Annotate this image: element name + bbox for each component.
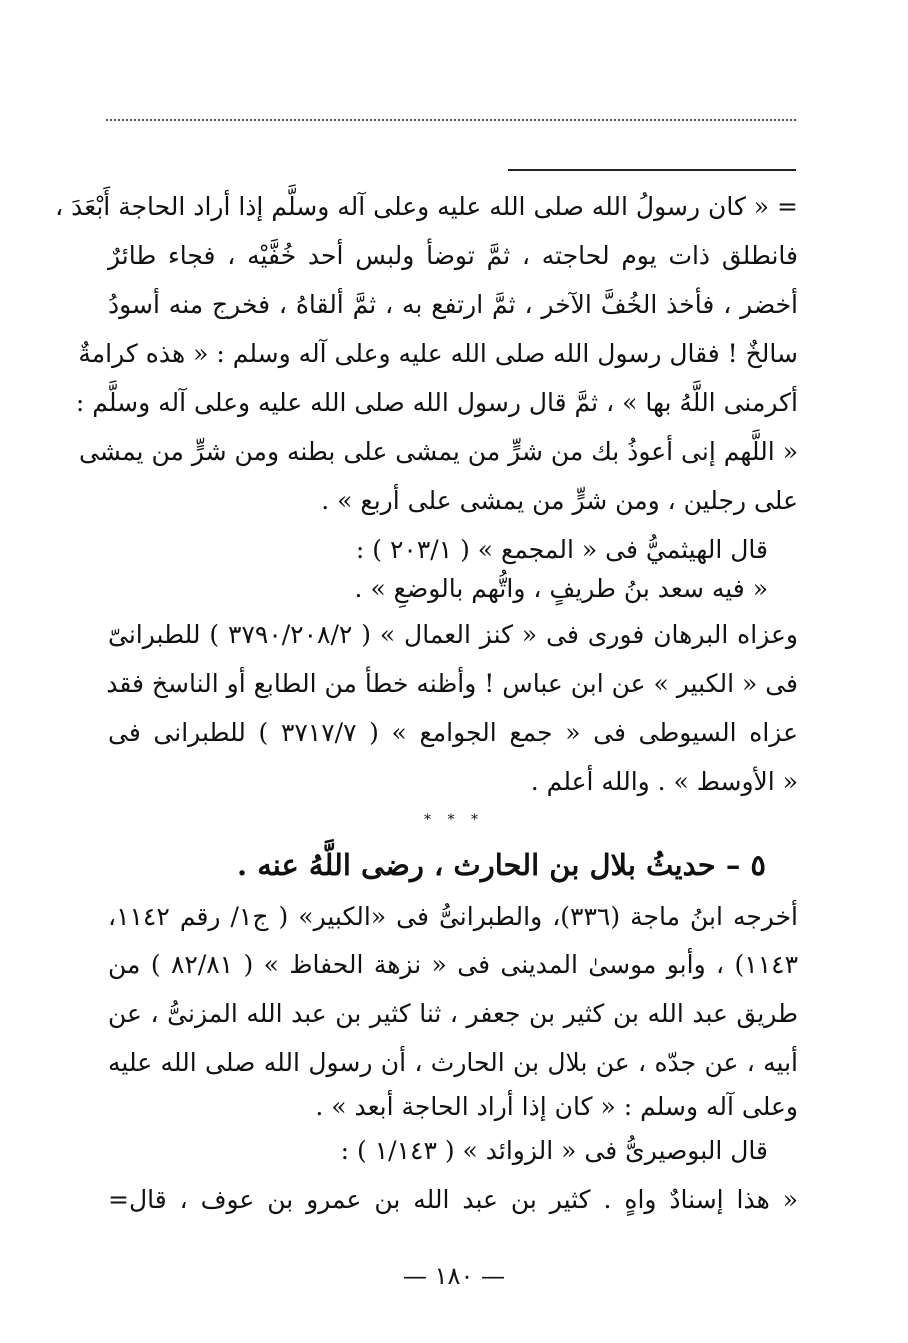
footnote-line: « فيه سعد بنُ طريفٍ ، واتُّهم بالوضعِ » . xyxy=(354,574,768,603)
footnote-line: فى « الكبير » عن ابن عباس ! وأظنه خطأ من الطابع أو الناسخ فقد xyxy=(106,669,798,698)
footnote-line: « اللَّهم إنى أعوذُ بك من شرٍّ من يمشى على بطنه ومن شرٍّ من يمشى xyxy=(78,437,798,466)
footnote-line: أخضر ، فأخذ الخُفَّ الآخر ، ثمَّ ارتفع به ، ثمَّ ألقاهُ ، فخرج منه أسودُ xyxy=(108,290,798,319)
body-line: أبيه ، عن جدّه ، عن بلال بن الحارث ، أن رسول الله صلى الله عليه xyxy=(108,1048,798,1077)
body-line: طريق عبد الله بن كثير بن جعفر ، ثنا كثير بن عبد الله المزنىُّ ، عن xyxy=(108,999,798,1028)
footnote-line: فانطلق ذات يوم لحاجته ، ثمَّ توضأ ولبس أحد خُفَّيْه ، فجاء طائرٌ xyxy=(108,241,798,270)
body-line: وعلى آله وسلم : « كان إذا أراد الحاجة أبعد » . xyxy=(315,1092,798,1121)
footnote-line: أكرمنى اللَّهُ بها » ، ثمَّ قال رسول الله صلى الله عليه وعلى آله وسلَّم : xyxy=(75,388,798,417)
page-number: — ١٨٠ — xyxy=(403,1262,505,1290)
section-heading: ٥ – حديثُ بلال بن الحارث ، رضى اللَّهُ عنه . xyxy=(237,848,766,882)
footnote-line: = « كان رسولُ الله صلى الله عليه وعلى آله وسلَّم إذا أراد الحاجة أَبْعَدَ ، xyxy=(55,192,798,221)
section-separator: * * * xyxy=(424,812,484,828)
footnote-line: « الأوسط » . والله أعلم . xyxy=(530,767,798,796)
footnote-line: عزاه السيوطى فى « جمع الجوامع » ( ٣٧١٧/٧ ) للطبرانى فى xyxy=(108,718,798,747)
body-line: ١١٤٣) ، وأبو موسىٰ المدينى فى « نزهة الحفاظ » ( ٨٢/٨١ ) من xyxy=(108,950,798,979)
footnote-line: قال الهيثميُّ فى « المجمع » ( ٢٠٣/١ ) : xyxy=(355,535,768,564)
footnote-line: سالخٌ ! فقال رسول الله صلى الله عليه وعلى آله وسلم : « هذه كرامةٌ xyxy=(78,339,798,368)
header-dotted-rule xyxy=(106,119,796,121)
body-line: قال البوصيرىُّ فى « الزوائد » ( ١/١٤٣ ) : xyxy=(340,1136,768,1165)
body-line: أخرجه ابنُ ماجة (٣٣٦)، والطبرانىُّ فى «الكبير» ( ج١/ رقم ١١٤٢، xyxy=(108,902,798,931)
footnote-separator-rule xyxy=(508,169,796,171)
footnote-line: وعزاه البرهان فورى فى « كنز العمال » ( ٣٧٩٠/٢٠٨/٢ ) للطبرانىّ xyxy=(108,620,798,649)
footnote-line: على رجلين ، ومن شرٍّ من يمشى على أربع » . xyxy=(321,486,798,515)
body-line: « هذا إسنادٌ واهٍ . كثير بن عبد الله بن عمرو بن عوف ، قال= xyxy=(108,1185,798,1214)
